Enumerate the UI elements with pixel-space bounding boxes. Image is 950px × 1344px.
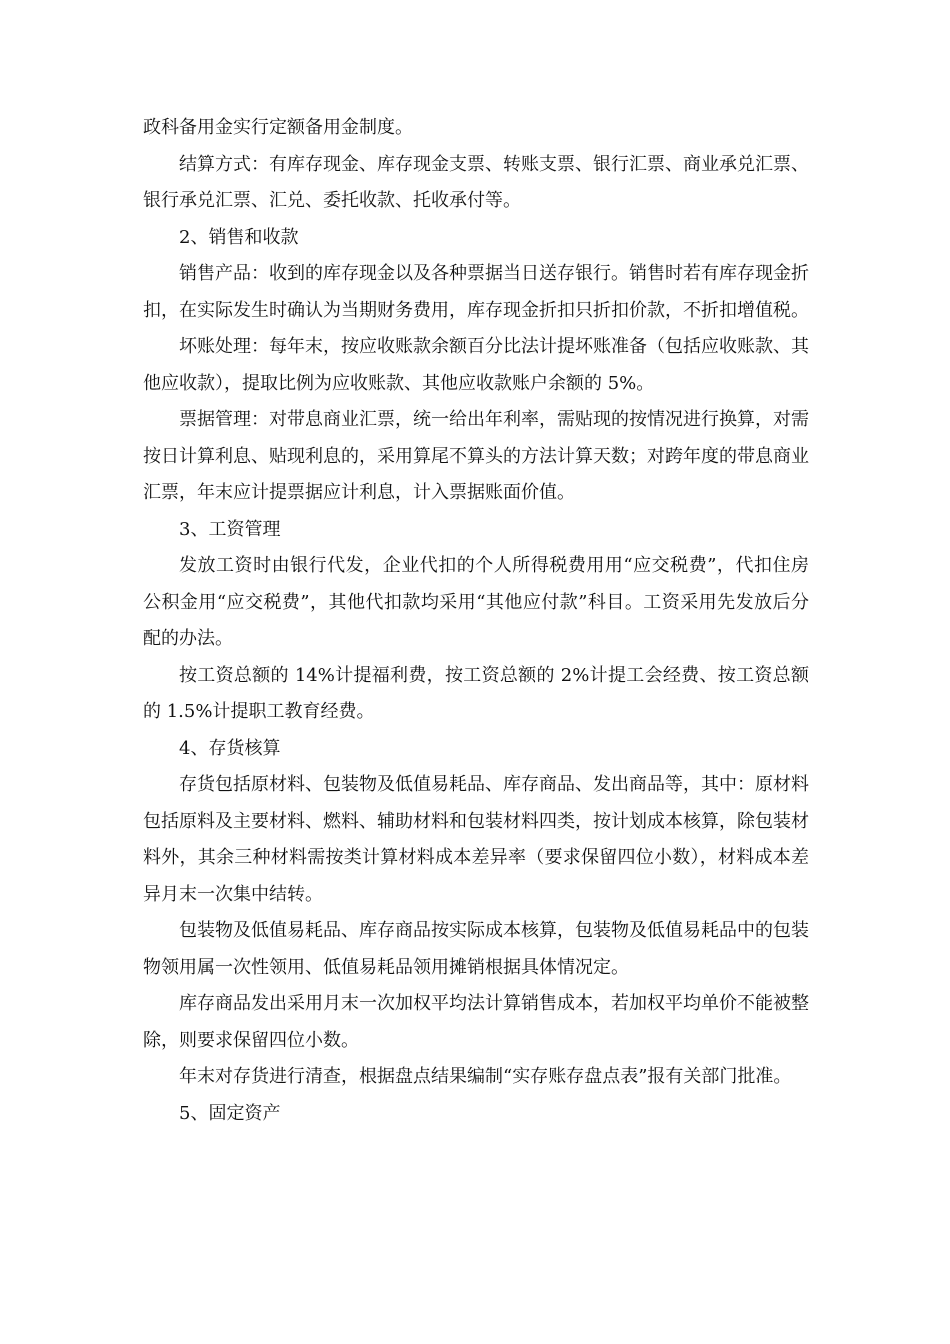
paragraph: 包装物及低值易耗品、库存商品按实际成本核算，包装物及低值易耗品中的包装物领用属一次性领用、低值易耗品领用摊销根据具体情况定。: [143, 920, 809, 978]
paragraph: 政科备用金实行定额备用金制度。: [143, 117, 413, 138]
paragraph: 坏账处理：每年末，按应收账款余额百分比法计提坏账准备（包括应收账款、其他应收款），提取比例为应收账款、其他应收款账户余额的 5%。: [143, 336, 809, 394]
paragraph: 存货包括原材料、包装物及低值易耗品、库存商品、发出商品等，其中：原材料包括原料及主要材料、燃料、辅助材料和包装材料四类，按计划成本核算，除包装材料外，其余三种材料需按类计算材料成本差异率（要求保留四位小数），材料成本差异月末一次集中结转。: [143, 774, 809, 905]
section-heading: 3、工资管理: [179, 518, 281, 540]
paragraph: 库存商品发出采用月末一次加权平均法计算销售成本，若加权平均单价不能被整除，则要求保留四位小数。: [143, 993, 809, 1051]
paragraph: 按工资总额的 14%计提福利费，按工资总额的 2%计提工会经费、按工资总额的 1.5%计提职工教育经费。: [143, 664, 809, 722]
paragraph: 销售产品：收到的库存现金以及各种票据当日送存银行。销售时若有库存现金折扣，在实际发生时确认为当期财务费用，库存现金折扣只折扣价款，不折扣增值税。: [143, 263, 809, 321]
paragraph: 票据管理：对带息商业汇票，统一给出年利率，需贴现的按情况进行换算，对需按日计算利息、贴现利息的，采用算尾不算头的方法计算天数；对跨年度的带息商业汇票，年末应计提票据应计利息，计入票据账面价值。: [143, 409, 809, 503]
paragraph: 年末对存货进行清查，根据盘点结果编制“实存账存盘点表”报有关部门批准。: [179, 1066, 792, 1087]
section-heading: 5、固定资产: [179, 1102, 281, 1124]
paragraph: 结算方式：有库存现金、库存现金支票、转账支票、银行汇票、商业承兑汇票、银行承兑汇票、汇兑、委托收款、托收承付等。: [143, 153, 809, 211]
document-page: [143, 110, 809, 1132]
section-heading: 4、存货核算: [179, 737, 281, 759]
paragraph: 发放工资时由银行代发，企业代扣的个人所得税费用用“应交税费”，代扣住房公积金用“应交税费”，其他代扣款均采用“其他应付款”科目。工资采用先发放后分配的办法。: [143, 555, 809, 649]
section-heading: 2、销售和收款: [179, 226, 299, 248]
